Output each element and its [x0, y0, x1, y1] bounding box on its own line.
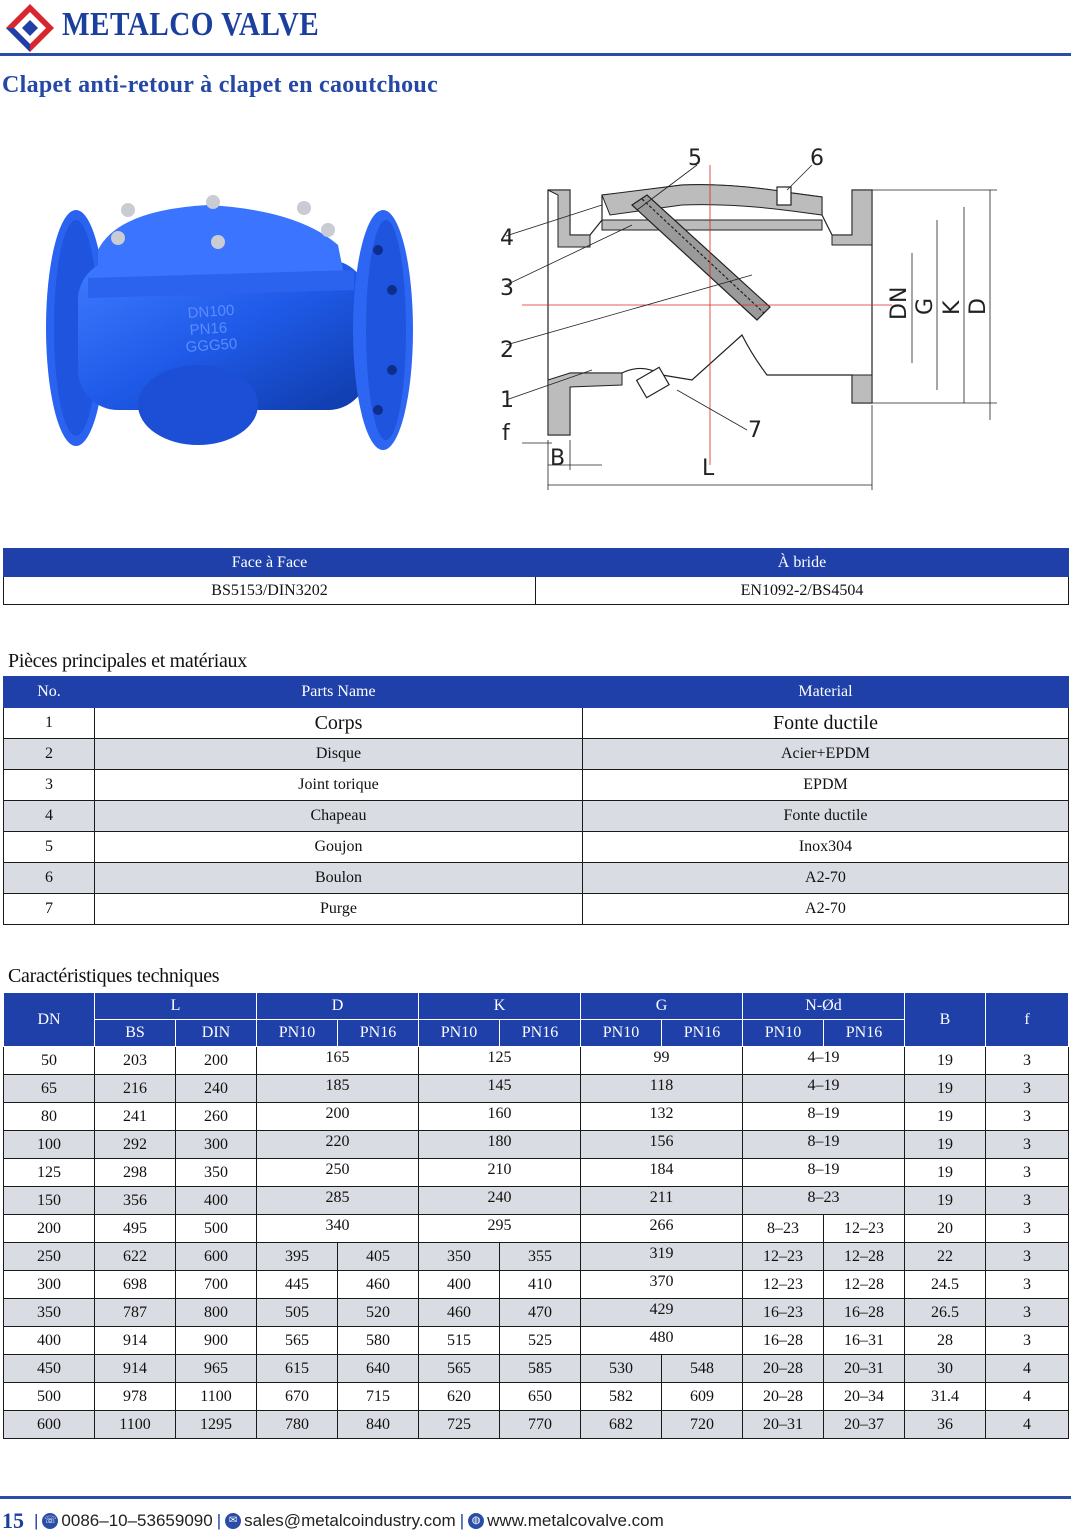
- spec-cell: 520: [338, 1299, 419, 1327]
- spec-cell: 20–31: [743, 1411, 824, 1439]
- spec-cell: 720: [662, 1411, 743, 1439]
- spec-cell: 31.4: [905, 1383, 986, 1411]
- parts-section-label: Pièces principales et matériaux: [8, 650, 247, 672]
- spec-header-dn: DN: [4, 993, 95, 1047]
- spec-cell: 400: [4, 1327, 95, 1355]
- specs-section-label: Caractéristiques techniques: [8, 965, 220, 987]
- part-no: 5: [4, 832, 95, 863]
- spec-cell: 12–28: [824, 1243, 905, 1271]
- spec-subheader-din: DIN: [176, 1020, 257, 1047]
- spec-cell: 16–23: [743, 1299, 824, 1327]
- spec-cell: 16–28: [743, 1327, 824, 1355]
- spec-cell: 30: [905, 1355, 986, 1383]
- spec-cell: 650: [500, 1383, 581, 1411]
- spec-cell: 125: [4, 1159, 95, 1187]
- spec-cell: 914: [95, 1327, 176, 1355]
- spec-subheader-bs: BS: [95, 1020, 176, 1047]
- std-header-flange: À bride: [536, 549, 1069, 577]
- spec-cell: 965: [176, 1355, 257, 1383]
- spec-cell: 210: [419, 1159, 581, 1187]
- spec-cell: 3: [986, 1187, 1069, 1215]
- spec-cell: 250: [257, 1159, 419, 1187]
- spec-cell: 495: [95, 1215, 176, 1243]
- spec-cell: 240: [419, 1187, 581, 1215]
- spec-subheader-pn10: PN10: [581, 1020, 662, 1047]
- spec-cell: 609: [662, 1383, 743, 1411]
- table-row: [4, 739, 1069, 770]
- spec-subheader-pn10: PN10: [257, 1020, 338, 1047]
- spec-cell: 525: [500, 1327, 581, 1355]
- spec-cell: 410: [500, 1271, 581, 1299]
- drawing-label-5: 5: [688, 146, 702, 171]
- spec-cell: 400: [419, 1271, 500, 1299]
- spec-cell: 3: [986, 1215, 1069, 1243]
- spec-cell: 582: [581, 1383, 662, 1411]
- part-name: Purge: [95, 894, 583, 925]
- spec-cell: 19: [905, 1187, 986, 1215]
- page-header: [0, 0, 1071, 60]
- drawing-label-2: 2: [500, 338, 514, 363]
- spec-cell: 20–37: [824, 1411, 905, 1439]
- table-row: [4, 832, 1069, 863]
- table-row: [4, 1075, 1069, 1103]
- spec-cell: 80: [4, 1103, 95, 1131]
- spec-cell: 200: [176, 1047, 257, 1075]
- spec-subheader-pn16: PN16: [500, 1020, 581, 1047]
- valve-section-drawing: [492, 135, 1012, 495]
- spec-cell: 132: [581, 1103, 743, 1131]
- spec-cell: 800: [176, 1299, 257, 1327]
- part-name: Chapeau: [95, 801, 583, 832]
- spec-cell: 22: [905, 1243, 986, 1271]
- spec-cell: 565: [419, 1355, 500, 1383]
- spec-cell: 295: [419, 1215, 581, 1243]
- spec-cell: 698: [95, 1271, 176, 1299]
- spec-cell: 3: [986, 1299, 1069, 1327]
- spec-cell: 4–19: [743, 1047, 905, 1075]
- page-footer: [2, 1508, 664, 1534]
- spec-cell: 4–19: [743, 1075, 905, 1103]
- standards-table: [3, 548, 1069, 605]
- spec-cell: 515: [419, 1327, 500, 1355]
- spec-cell: 670: [257, 1383, 338, 1411]
- spec-cell: 600: [176, 1243, 257, 1271]
- table-row: [4, 1131, 1069, 1159]
- spec-cell: 1295: [176, 1411, 257, 1439]
- spec-cell: 12–23: [824, 1215, 905, 1243]
- spec-cell: 24.5: [905, 1271, 986, 1299]
- spec-cell: 460: [419, 1299, 500, 1327]
- spec-subheader-pn16: PN16: [824, 1020, 905, 1047]
- spec-cell: 220: [257, 1131, 419, 1159]
- table-row: [4, 708, 1069, 739]
- spec-cell: 19: [905, 1159, 986, 1187]
- table-row: [4, 1159, 1069, 1187]
- spec-cell: 1100: [95, 1411, 176, 1439]
- spec-cell: 429: [581, 1299, 743, 1327]
- spec-cell: 145: [419, 1075, 581, 1103]
- spec-cell: 285: [257, 1187, 419, 1215]
- spec-cell: 500: [4, 1383, 95, 1411]
- part-name: Disque: [95, 739, 583, 770]
- part-name: Joint torique: [95, 770, 583, 801]
- spec-cell: 3: [986, 1271, 1069, 1299]
- drawing-label-4: 4: [500, 226, 514, 251]
- spec-cell: 8–19: [743, 1103, 905, 1131]
- spec-cell: 620: [419, 1383, 500, 1411]
- spec-cell: 8–23: [743, 1187, 905, 1215]
- spec-cell: 241: [95, 1103, 176, 1131]
- part-material: EPDM: [583, 770, 1069, 801]
- spec-cell: 405: [338, 1243, 419, 1271]
- dim-dn-label: DN: [887, 286, 912, 320]
- table-row: [4, 1103, 1069, 1131]
- spec-cell: 840: [338, 1411, 419, 1439]
- table-row: [4, 770, 1069, 801]
- spec-cell: 725: [419, 1411, 500, 1439]
- spec-cell: 118: [581, 1075, 743, 1103]
- spec-cell: 780: [257, 1411, 338, 1439]
- spec-cell: 200: [4, 1215, 95, 1243]
- spec-cell: 100: [4, 1131, 95, 1159]
- spec-cell: 260: [176, 1103, 257, 1131]
- part-name: Boulon: [95, 863, 583, 894]
- drawing-label-1: 1: [500, 388, 514, 413]
- spec-cell: 505: [257, 1299, 338, 1327]
- spec-cell: 216: [95, 1075, 176, 1103]
- spec-cell: 20–34: [824, 1383, 905, 1411]
- table-row: [4, 1327, 1069, 1355]
- svg-text:GGG50: GGG50: [185, 335, 238, 356]
- brand-name: METALCO VALVE: [62, 6, 320, 43]
- spec-cell: 978: [95, 1383, 176, 1411]
- spec-cell: 16–31: [824, 1327, 905, 1355]
- spec-cell: 530: [581, 1355, 662, 1383]
- spec-header-d: D: [257, 993, 419, 1020]
- part-material: A2-70: [583, 863, 1069, 894]
- spec-cell: 300: [4, 1271, 95, 1299]
- spec-cell: 12–23: [743, 1271, 824, 1299]
- spec-header-b: B: [905, 993, 986, 1047]
- spec-cell: 340: [257, 1215, 419, 1243]
- specs-table: [3, 992, 1069, 1439]
- spec-cell: 4: [986, 1411, 1069, 1439]
- spec-cell: 715: [338, 1383, 419, 1411]
- part-no: 2: [4, 739, 95, 770]
- drawing-label-3: 3: [500, 276, 514, 301]
- spec-cell: 250: [4, 1243, 95, 1271]
- spec-cell: 8–19: [743, 1159, 905, 1187]
- parts-header-name: Parts Name: [95, 677, 583, 708]
- footer-phone: 0086–10–53659090: [61, 1511, 213, 1530]
- table-row: [4, 1215, 1069, 1243]
- spec-cell: 16–28: [824, 1299, 905, 1327]
- dim-g-label: G: [913, 297, 938, 315]
- spec-cell: 203: [95, 1047, 176, 1075]
- globe-icon: ◍: [468, 1513, 484, 1529]
- spec-cell: 900: [176, 1327, 257, 1355]
- spec-cell: 682: [581, 1411, 662, 1439]
- spec-cell: 787: [95, 1299, 176, 1327]
- footer-separator: |: [459, 1511, 465, 1530]
- table-row: [4, 1271, 1069, 1299]
- metalco-logo-icon: [4, 2, 56, 54]
- part-no: 6: [4, 863, 95, 894]
- table-row: [4, 1355, 1069, 1383]
- spec-cell: 50: [4, 1047, 95, 1075]
- spec-header-g: G: [581, 993, 743, 1020]
- spec-cell: 36: [905, 1411, 986, 1439]
- spec-cell: 165: [257, 1047, 419, 1075]
- spec-cell: 470: [500, 1299, 581, 1327]
- spec-cell: 300: [176, 1131, 257, 1159]
- spec-cell: 450: [4, 1355, 95, 1383]
- spec-cell: 180: [419, 1131, 581, 1159]
- std-header-face: Face à Face: [4, 549, 536, 577]
- spec-cell: 4: [986, 1383, 1069, 1411]
- spec-cell: 319: [581, 1243, 743, 1271]
- spec-cell: 3: [986, 1159, 1069, 1187]
- table-row: [4, 1047, 1069, 1075]
- table-row: [4, 1243, 1069, 1271]
- std-value-face: BS5153/DIN3202: [4, 577, 536, 605]
- spec-cell: 65: [4, 1075, 95, 1103]
- spec-cell: 640: [338, 1355, 419, 1383]
- page-title: Clapet anti-retour à clapet en caoutchouc: [2, 72, 439, 98]
- drawing-label-6: 6: [810, 146, 824, 171]
- spec-cell: 460: [338, 1271, 419, 1299]
- page-number: 15: [2, 1508, 24, 1533]
- spec-cell: 350: [176, 1159, 257, 1187]
- spec-cell: 20–28: [743, 1383, 824, 1411]
- parts-header-material: Material: [583, 677, 1069, 708]
- spec-cell: 240: [176, 1075, 257, 1103]
- svg-text:PN16: PN16: [189, 319, 228, 339]
- table-row: [4, 1411, 1069, 1439]
- footer-email[interactable]: sales@metalcoindustry.com: [244, 1511, 456, 1530]
- spec-cell: 350: [419, 1243, 500, 1271]
- drawing-label-7: 7: [748, 418, 762, 443]
- dim-f-label: f: [502, 421, 510, 446]
- valve-product-image: [28, 190, 418, 465]
- spec-cell: 770: [500, 1411, 581, 1439]
- spec-cell: 266: [581, 1215, 743, 1243]
- table-row: [4, 1383, 1069, 1411]
- spec-cell: 156: [581, 1131, 743, 1159]
- spec-cell: 12–23: [743, 1243, 824, 1271]
- spec-cell: 20–28: [743, 1355, 824, 1383]
- spec-cell: 500: [176, 1215, 257, 1243]
- spec-cell: 600: [4, 1411, 95, 1439]
- spec-cell: 350: [4, 1299, 95, 1327]
- spec-cell: 580: [338, 1327, 419, 1355]
- parts-table: [3, 676, 1069, 925]
- spec-cell: 3: [986, 1103, 1069, 1131]
- spec-cell: 200: [257, 1103, 419, 1131]
- spec-cell: 400: [176, 1187, 257, 1215]
- spec-cell: 26.5: [905, 1299, 986, 1327]
- spec-cell: 19: [905, 1131, 986, 1159]
- footer-separator: |: [34, 1511, 39, 1530]
- email-icon: ✉: [225, 1513, 241, 1529]
- part-material: Fonte ductile: [583, 708, 1069, 739]
- spec-cell: 185: [257, 1075, 419, 1103]
- spec-cell: 548: [662, 1355, 743, 1383]
- spec-cell: 914: [95, 1355, 176, 1383]
- part-name: Goujon: [95, 832, 583, 863]
- spec-subheader-pn16: PN16: [662, 1020, 743, 1047]
- spec-subheader-pn10: PN10: [419, 1020, 500, 1047]
- spec-cell: 615: [257, 1355, 338, 1383]
- dim-l-label: L: [702, 456, 715, 481]
- part-material: Inox304: [583, 832, 1069, 863]
- spec-cell: 3: [986, 1327, 1069, 1355]
- footer-website[interactable]: www.metalcovalve.com: [487, 1511, 664, 1530]
- spec-cell: 445: [257, 1271, 338, 1299]
- part-no: 7: [4, 894, 95, 925]
- table-row: [4, 1187, 1069, 1215]
- spec-cell: 1100: [176, 1383, 257, 1411]
- spec-cell: 585: [500, 1355, 581, 1383]
- spec-cell: 150: [4, 1187, 95, 1215]
- spec-cell: 211: [581, 1187, 743, 1215]
- svg-text:DN100: DN100: [187, 301, 235, 322]
- dim-k-label: K: [940, 300, 965, 315]
- table-row: [4, 863, 1069, 894]
- spec-cell: 19: [905, 1075, 986, 1103]
- table-row: [4, 1299, 1069, 1327]
- spec-cell: 292: [95, 1131, 176, 1159]
- footer-separator: |: [216, 1511, 222, 1530]
- spec-cell: 370: [581, 1271, 743, 1299]
- spec-cell: 160: [419, 1103, 581, 1131]
- spec-cell: 20: [905, 1215, 986, 1243]
- spec-cell: 3: [986, 1047, 1069, 1075]
- parts-header-no: No.: [4, 677, 95, 708]
- spec-cell: 8–19: [743, 1131, 905, 1159]
- part-material: Fonte ductile: [583, 801, 1069, 832]
- spec-cell: 3: [986, 1243, 1069, 1271]
- spec-cell: 4: [986, 1355, 1069, 1383]
- spec-cell: 19: [905, 1103, 986, 1131]
- spec-cell: 184: [581, 1159, 743, 1187]
- spec-cell: 3: [986, 1131, 1069, 1159]
- std-value-flange: EN1092-2/BS4504: [536, 577, 1069, 605]
- part-material: Acier+EPDM: [583, 739, 1069, 770]
- spec-cell: 20–31: [824, 1355, 905, 1383]
- spec-cell: 8–23: [743, 1215, 824, 1243]
- spec-cell: 99: [581, 1047, 743, 1075]
- spec-cell: 355: [500, 1243, 581, 1271]
- part-material: A2-70: [583, 894, 1069, 925]
- spec-cell: 125: [419, 1047, 581, 1075]
- spec-cell: 622: [95, 1243, 176, 1271]
- spec-cell: 12–28: [824, 1271, 905, 1299]
- spec-cell: 28: [905, 1327, 986, 1355]
- part-no: 1: [4, 708, 95, 739]
- part-name: Corps: [95, 708, 583, 739]
- spec-cell: 700: [176, 1271, 257, 1299]
- footer-divider: [0, 1496, 1071, 1499]
- spec-cell: 3: [986, 1075, 1069, 1103]
- spec-cell: 565: [257, 1327, 338, 1355]
- dim-d-label: D: [966, 298, 991, 315]
- spec-cell: 480: [581, 1327, 743, 1355]
- spec-header-l: L: [95, 993, 257, 1020]
- header-divider: [0, 53, 1071, 56]
- part-no: 4: [4, 801, 95, 832]
- spec-header-f: f: [986, 993, 1069, 1047]
- part-no: 3: [4, 770, 95, 801]
- spec-cell: 395: [257, 1243, 338, 1271]
- dim-b-label: B: [550, 446, 566, 471]
- spec-subheader-pn10: PN10: [743, 1020, 824, 1047]
- spec-cell: 19: [905, 1047, 986, 1075]
- spec-header-nd: N-Ød: [743, 993, 905, 1020]
- spec-cell: 356: [95, 1187, 176, 1215]
- table-row: [4, 894, 1069, 925]
- spec-header-k: K: [419, 993, 581, 1020]
- spec-subheader-pn16: PN16: [338, 1020, 419, 1047]
- table-row: [4, 801, 1069, 832]
- phone-icon: ☏: [42, 1513, 58, 1529]
- spec-cell: 298: [95, 1159, 176, 1187]
